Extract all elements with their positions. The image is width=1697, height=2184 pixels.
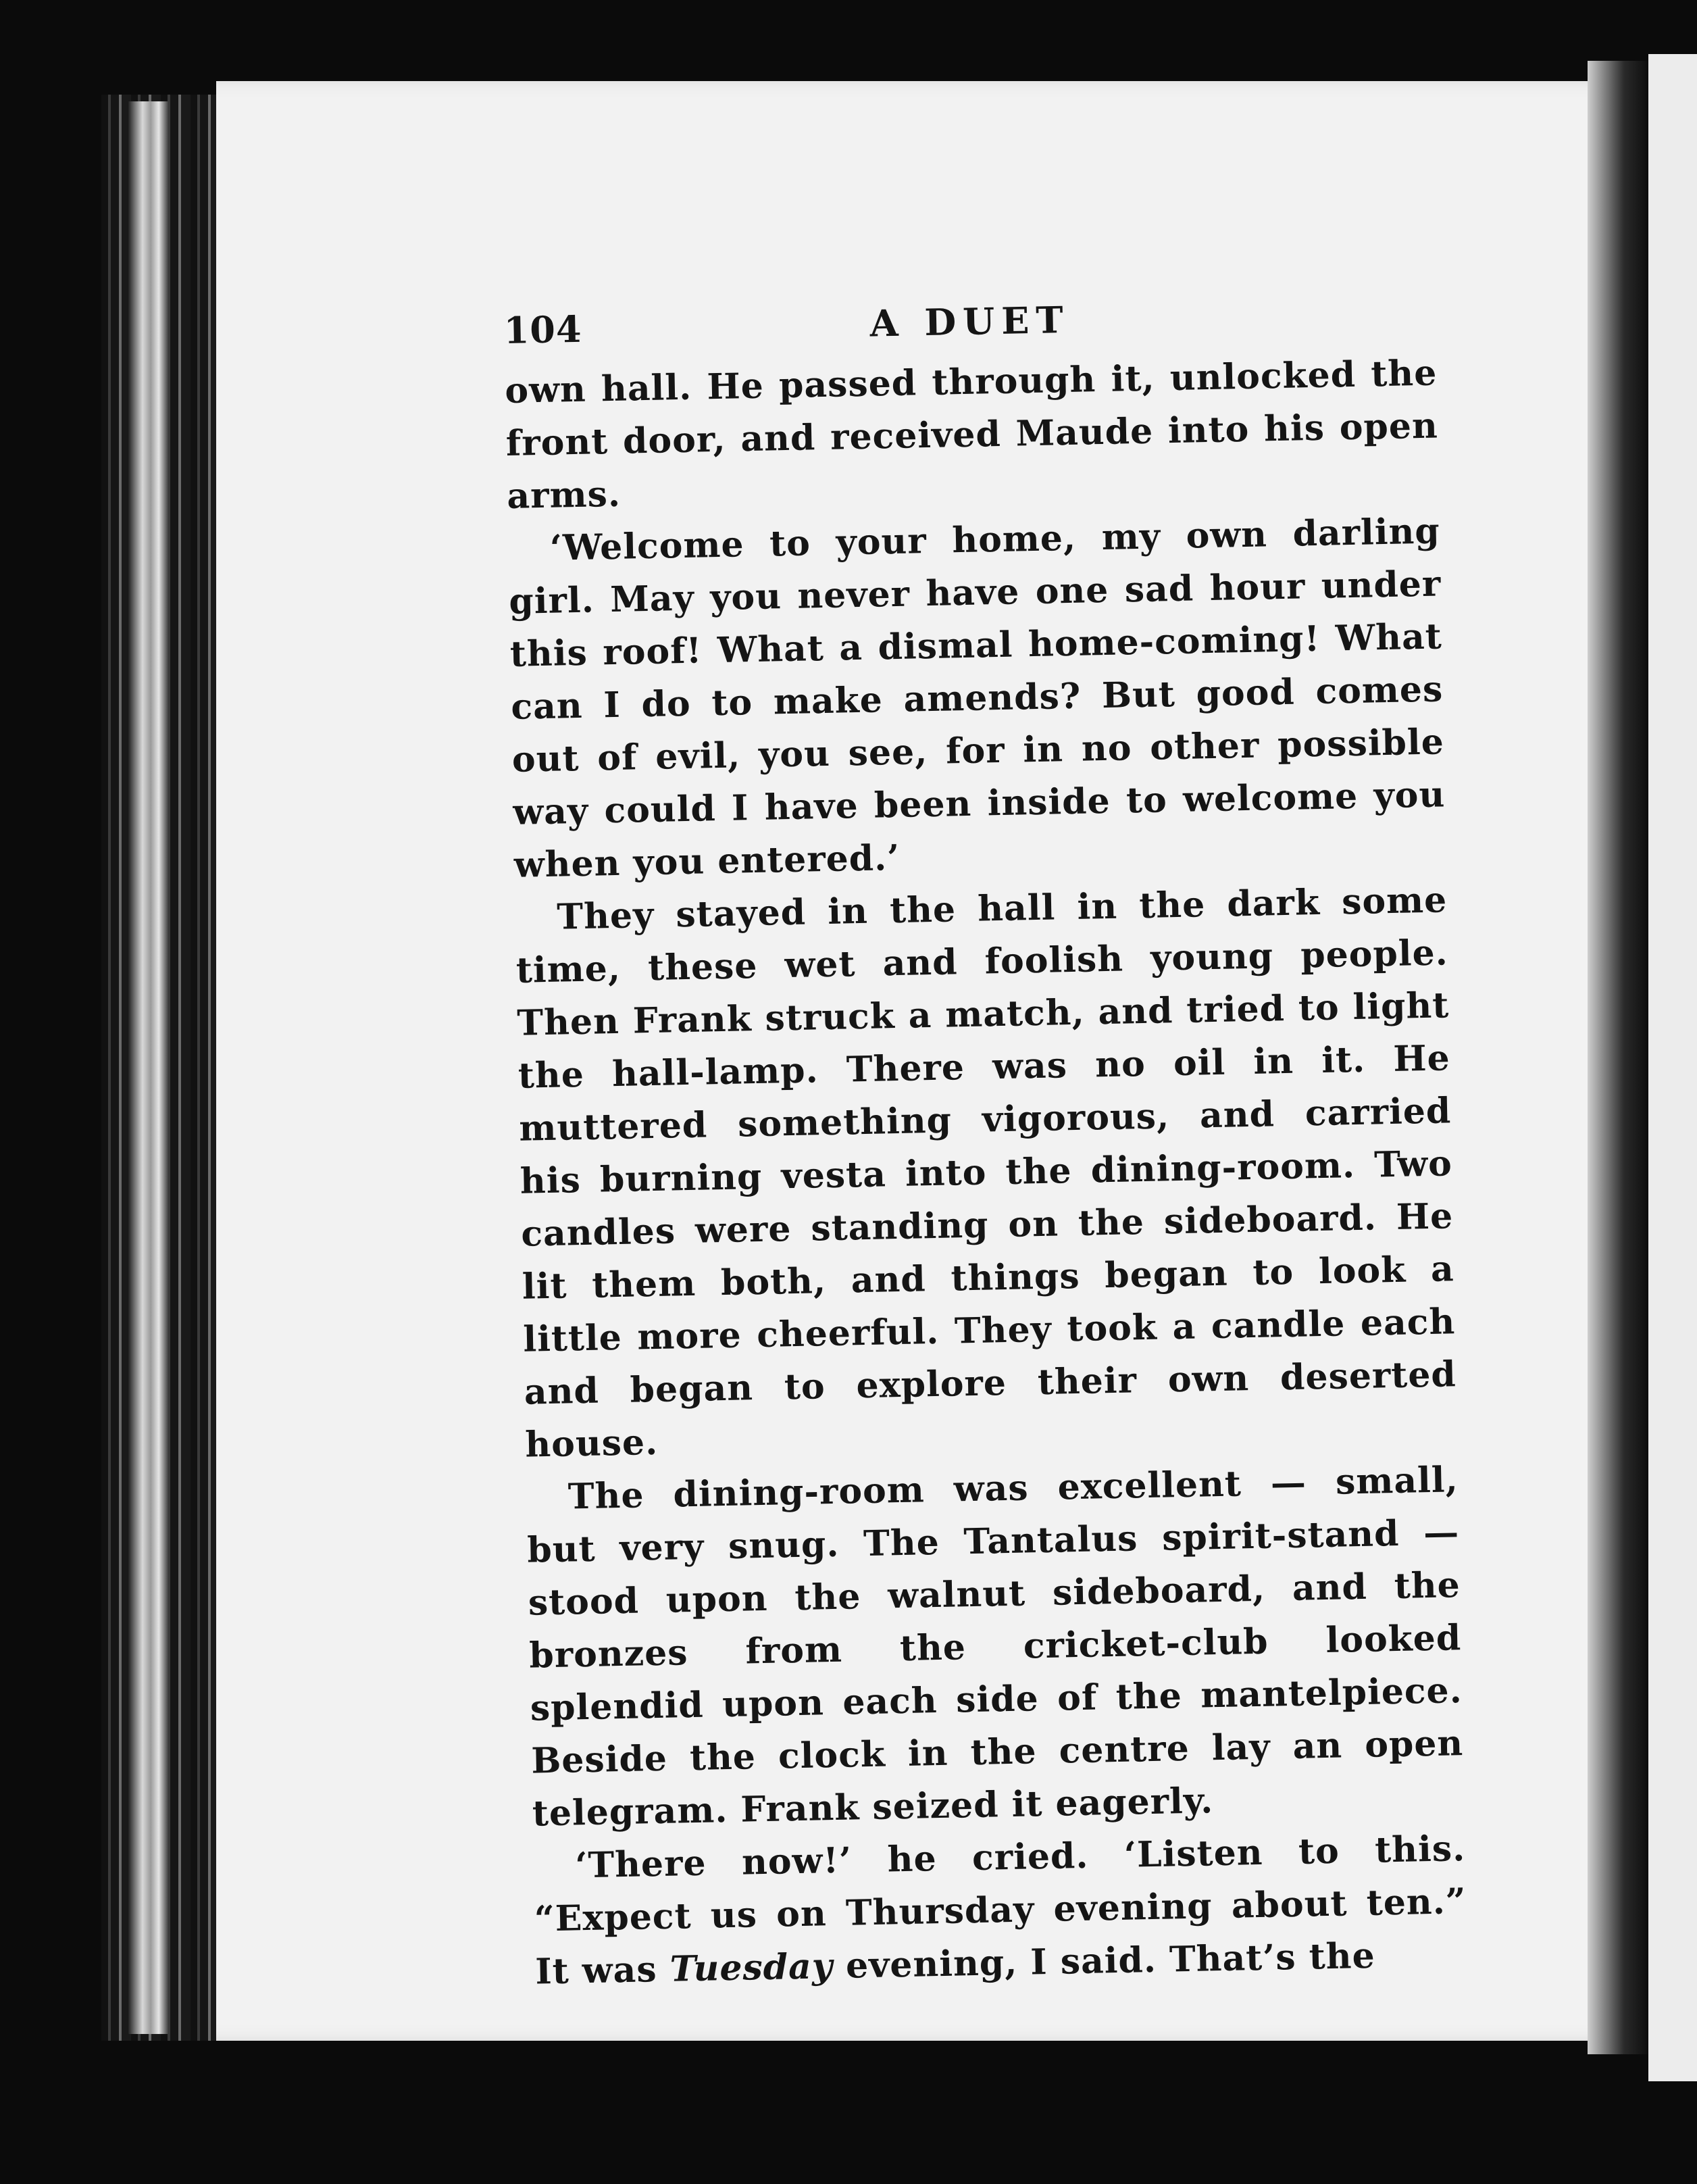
paragraph-1: own hall. He passed through it, unlocked the front door, and received Maude into his open arms. <box>504 352 1439 517</box>
facing-page-edge <box>1648 54 1697 2081</box>
paragraph-5-part-1: ‘There now!’ he cried. ‘Listen to this. “Expect us on Thursday evening about ten.” It was <box>534 1828 1467 1993</box>
book-gutter <box>1588 61 1648 2054</box>
paragraph-4: The dining-room was excellent — small, but very snug. The Tantalus spirit-stand — stood upon the walnut sideboard, and the bronzes from the cricket-club looked splendid upon each side of the mantelpiece. Beside the clock in the centre lay an open telegram. Frank seized it eagerly. <box>526 1459 1464 1835</box>
paragraph-2: ‘Welcome to your home, my own darling girl. May you never have one sad hour under this roof! What a dismal home-coming! What can I do to make amends? But good comes out of evil, you see, for in no other possible way could I have been inside to welcome you when you entered.’ <box>508 510 1446 886</box>
book-page-edge-highlight <box>128 101 169 2034</box>
paragraph-5 <box>533 1822 1468 1998</box>
page-number: 104 <box>503 307 583 352</box>
paragraph-3: They stayed in the hall in the dark some time, these wet and foolish young people. Then Frank struck a match, and tried to light the hall-lamp. There was no oil in it. He muttered something vigorous, and carried his burning vesta into the dining-room. Two candles were standing on the sideboard. He lit them both, and things began to look a little more cheerful. They took a candle each and began to explore their own deserted house. <box>515 879 1457 1466</box>
running-title: A DUET <box>869 297 1071 345</box>
paragraph-5-part-2: evening, I said. That’s the <box>832 1935 1376 1987</box>
paragraph-5-emphasis: Tuesday <box>669 1945 834 1990</box>
page-text-block <box>503 287 1468 1999</box>
